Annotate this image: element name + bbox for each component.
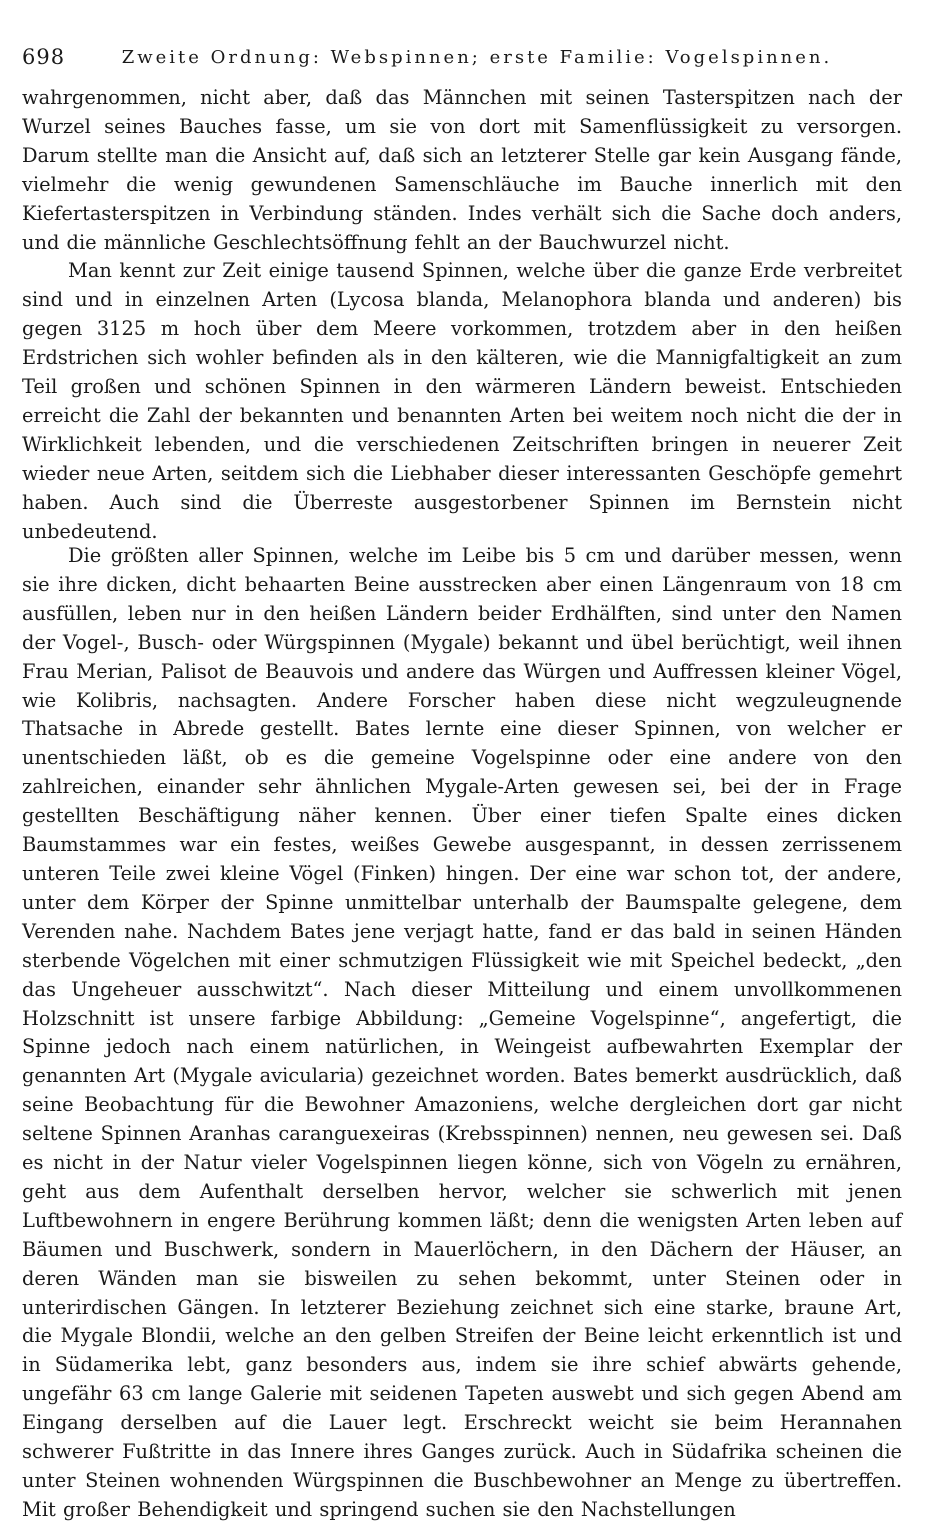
text-block-top: [22, 84, 902, 547]
page-number: 698: [22, 45, 66, 69]
paragraph-continuation: wahrgenommen, nicht aber, daß das Männchen mit seinen Tasterspitzen nach der Wurzel seines Bauches fasse, um sie von dort mit Samenflüssigkeit zu versorgen. Darum stellte man die Ansicht auf, daß sich an letzterer Stelle gar kein Ausgang fände, vielmehr die wenig gewundenen Samenschläuche im Bauche innerlich mit den Kiefertasterspitzen in Verbindung ständen. Indes verhält sich die Sache doch anders, und die männliche Geschlechtsöffnung fehlt an der Bauchwurzel nicht.: [22, 86, 902, 254]
paragraph-bird-spiders: Die größten aller Spinnen, welche im Leibe bis 5 cm und darüber messen, wenn sie ihre dicken, dicht behaarten Beine ausstrecken aber einen Längenraum von 18 cm ausfüllen, leben nur in den heißen Ländern beider Erdhälften, sind unter den Namen der Vogel-, Busch- oder Würgspinnen (Mygale) bekannt und übel berüchtigt, weil ihnen Frau Merian, Palisot de Beauvois und andere das Würgen und Auffressen kleiner Vögel, wie Kolibris, nachsagten. Andere Forscher haben diese nicht wegzuleugnende Thatsache in Abrede gestellt. Bates lernte eine dieser Spinnen, von welcher er unentschieden läßt, ob es die gemeine Vogelspinne oder eine andere von den zahlreichen, einander sehr ähnlichen Mygale-Arten gewesen sei, bei der in Frage gestellten Beschäftigung näher kennen. Über einer tiefen Spalte eines dicken Baumstammes war ein festes, weißes Gewebe ausgespannt, in dessen zerrissenem unteren Teile zwei kleine Vögel (Finken) hingen. Der eine war schon tot, der andere, unter dem Körper der Spinne unmittelbar unterhalb der Baumspalte gelegene, dem Verenden nahe. Nachdem Bates jene verjagt hatte, fand er das bald in seinen Händen sterbende Vögelchen mit einer schmutzigen Flüssigkeit wie mit Speichel bedeckt, „den das Ungeheuer ausschwitzt“. Nach dieser Mitteilung und einem unvollkommenen Holzschnitt ist unsere farbige Abbildung: „Gemeine Vogelspinne“, angefertigt, die Spinne jedoch nach einem natürlichen, in Weingeist aufbewahrten Exemplar der genannten Art (Mygale avicularia) gezeichnet worden. Bates bemerkt ausdrücklich, daß seine Beobachtung für die Bewohner Amazoniens, welche dergleichen dort gar nicht seltene Spinnen Aranhas caranguexeiras (Krebsspinnen) nennen, neu gewesen sei. Daß es nicht in der Natur vieler Vogelspinnen liegen könne, sich von Vögeln zu ernähren, geht aus dem Aufenthalt derselben hervor, welcher sie schwerlich mit jenen Luftbewohnern in engere Berührung kommen läßt; denn die wenigsten Arten leben auf Bäumen und Buschwerk, sondern in Mauerlöchern, in den Dächern der Häuser, an deren Wänden man sie bisweilen zu sehen bekommt, unter Steinen oder in unterirdischen Gängen. In letzterer Beziehung zeichnet sich eine starke, braune Art, die Mygale Blondii, welche an den gelben Streifen der Beine leicht erkenntlich ist und in Südamerika lebt, ganz besonders aus, indem sie ihre schief abwärts gehende, ungefähr 63 cm lange Galerie mit seidenen Tapeten auswebt und sich gegen Abend am Eingang derselben auf die Lauer legt. Erschreckt weicht sie beim Herannahen schwerer Fußtritte in das Innere ihres Ganges zurück. Auch in Südafrika scheinen die unter Steinen wohnenden Würgspinnen die Buschbewohner an Menge zu übertreffen. Mit großer Behendigkeit und springend suchen sie den Nachstellungen: [22, 544, 902, 1521]
page-header: [22, 40, 902, 74]
running-head: Zweite Ordnung: Webspinnen; erste Familie: Vogelspinnen.: [121, 46, 833, 68]
text-block-bird-spiders: [22, 542, 902, 1525]
paragraph-spider-distribution: Man kennt zur Zeit einige tausend Spinnen, welche über die ganze Erde verbreitet sind und in einzelnen Arten (Lycosa blanda, Melanophora blanda und anderen) bis gegen 3125 m hoch über dem Meere vorkommen, trotzdem aber in den heißen Erdstrichen sich wohler befinden als in den kälteren, wie die Mannigfaltigkeit an zum Teil großen und schönen Spinnen in den wärmeren Ländern beweist. Entschieden erreicht die Zahl der bekannten und benannten Arten bei weitem noch nicht die der in Wirklichkeit lebenden, und die verschiedenen Zeitschriften bringen in neuerer Zeit wieder neue Arten, seitdem sich die Liebhaber dieser interessanten Geschöpfe gemehrt haben. Auch sind die Überreste ausgestorbener Spinnen im Bernstein nicht unbedeutend.: [22, 259, 902, 543]
